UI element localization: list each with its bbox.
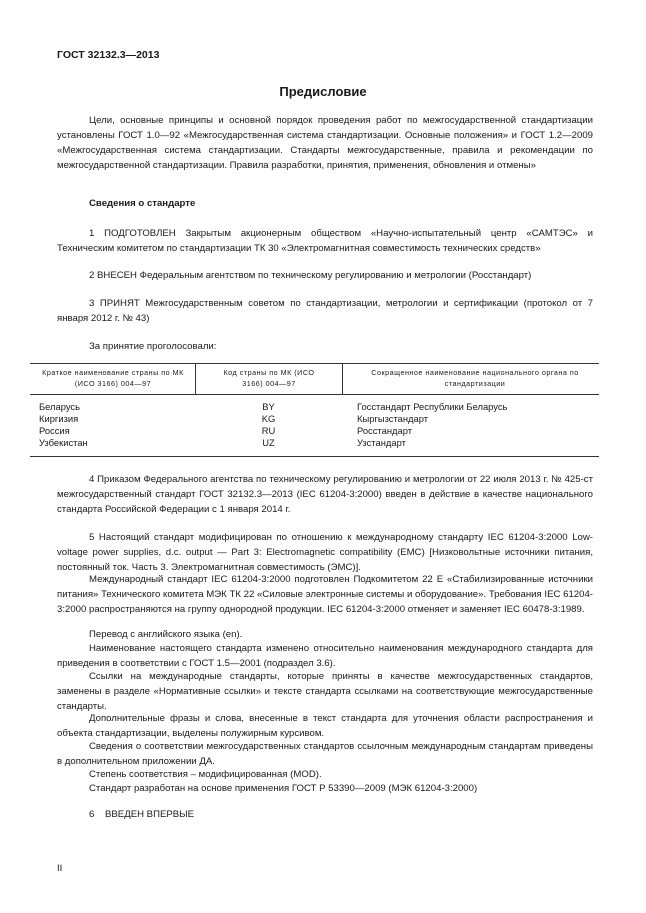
document-code: ГОСТ 32132.3—2013: [57, 49, 160, 61]
table-cell-body: Кыргызстандарт: [357, 413, 429, 424]
item-5-name-change: Наименование настоящего стандарта изменено относительно наименования международного стандарта для приведения в соответствии с ГОСТ 1.5—2001 (подраздел 3.6).: [57, 643, 593, 669]
page-number: II: [57, 863, 63, 874]
column-header-body: Сокращенное наименование национального органа по стандартизации: [371, 368, 579, 388]
table-cell-country: Узбекистан: [39, 437, 88, 448]
item-5-additional-phrases: Дополнительные фразы и слова, внесенные в текст стандарта для уточнения области распространения и объекта стандартизации, выделены полужирным курсивом.: [57, 713, 593, 739]
table-top-rule: [30, 363, 599, 364]
item-5-based-on: Стандарт разработан на основе применения ГОСТ Р 53390—2009 (МЭК 61204-3:2000): [89, 783, 478, 794]
item-3-adopted: 3 ПРИНЯТ Межгосударственным советом по стандартизации, метрологии и сертификации (протокол от 7 января 2012 г. № 43): [57, 298, 593, 324]
table-cell-code: RU: [261, 425, 276, 436]
item-5-degree: Степень соответствия – модифицированная (MOD).: [89, 769, 322, 780]
table-cell-code: BY: [262, 401, 275, 412]
table-cell-body: Узстандарт: [357, 437, 406, 448]
item-6-introduced: 6 ВВЕДЕН ВПЕРВЫЕ: [89, 809, 195, 820]
section-heading: Сведения о стандарте: [89, 198, 196, 209]
item-1-prepared: 1 ПОДГОТОВЛЕН Закрытым акционерным обществом «Научно-испытательный центр «САМТЭС» и Техническим комитетом по стандартизации ТК 30 «Электромагнитная совместимость технических средств»: [57, 228, 593, 254]
item-5-modified: 5 Настоящий стандарт модифицирован по отношению к международному стандарту IEC 61204-3:2000 Low-voltage power supplies, d.c. output — Part 3: Electromagnetic compatibility (EMC) [Низковольтные источники питания, постоянный ток. Часть 3. Электромагнитная совместимость (ЭМС)].: [57, 532, 593, 573]
item-5-correspondence: Сведения о соответствии межгосударственных стандартов ссылочным международным стандартам приведены в дополнительном приложении ДА.: [57, 741, 593, 767]
voting-table: [30, 363, 599, 456]
table-cell-country: Россия: [39, 425, 70, 436]
intro-paragraph: Цели, основные принципы и основной порядок проведения работ по межгосударственной стандартизации установлены ГОСТ 1.0—92 «Межгосударственная система стандартизации. Основные положения» и ГОСТ 1.2—2009 «Межгосударственная система стандартизации. Стандарты межгосударственные, правила и рекомендации по межгосударственной стандартизации. Правила разработки, принятия, применения, обновления и отмены»: [57, 115, 593, 171]
table-header-rule: [30, 394, 599, 395]
table-cell-body: Росстандарт: [357, 425, 412, 436]
table-cell-body: Госстандарт Республики Беларусь: [357, 401, 508, 412]
table-cell-code: KG: [261, 413, 276, 424]
table-column-divider: [342, 363, 343, 394]
item-5-prepared-by: Международный стандарт IEC 61204-3:2000 подготовлен Подкомитетом 22 Е «Стабилизированные источники питания» Технического комитета МЭК ТК 22 «Силовые электронные системы и оборудование». Требования IEC 61204-3:2000 распространяются на группу однородной продукции. IEC 61204-3:2000 отменяет и заменяет IEC 60478-3:1989.: [57, 574, 593, 615]
table-cell-country: Беларусь: [39, 401, 81, 412]
page-title: Предисловие: [279, 84, 367, 99]
item-5-references: Ссылки на международные стандарты, которые приняты в качестве межгосударственных стандартов, заменены в разделе «Нормативные ссылки» и тексте стандарта ссылками на соответствующие межгосударственные стандарты.: [57, 671, 593, 712]
item-2-submitted: 2 ВНЕСЕН Федеральным агентством по техническому регулированию и метрологии (Росстандарт): [89, 270, 532, 281]
table-bottom-rule: [30, 456, 599, 457]
table-column-divider: [195, 363, 196, 394]
item-5-translation: Перевод с английского языка (en).: [89, 629, 243, 640]
table-cell-country: Киргизия: [39, 413, 79, 424]
table-cell-code: UZ: [262, 437, 275, 448]
item-4-order: 4 Приказом Федерального агентства по техническому регулированию и метрологии от 22 июля 2013 г. № 425-ст межгосударственный стандарт ГОСТ 32132.3—2013 (IEC 61204-3:2000) введен в действие в качестве национального стандарта Российской Федерации с 1 января 2014 г.: [57, 474, 593, 515]
column-header-country: Краткое наименование страны по МК (ИСО 3166) 004—97: [42, 368, 184, 388]
column-header-code: Код страны по МК (ИСО 3166) 004—97: [223, 368, 315, 388]
voted-label: За принятие проголосовали:: [89, 341, 217, 352]
